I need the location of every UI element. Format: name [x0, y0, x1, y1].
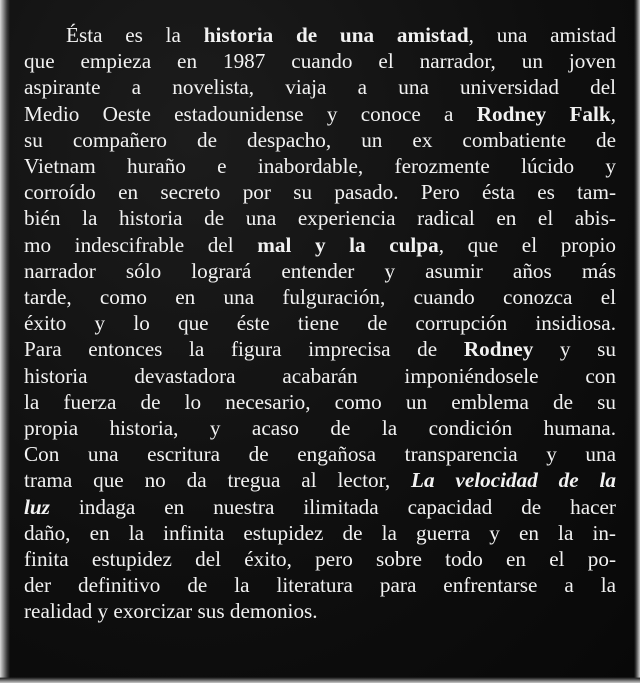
- blurb-line: [24, 336, 616, 362]
- text-segment: Con una escritura de engañosa transparencia y una: [24, 442, 616, 467]
- text-segment: der definitivo de la literatura para enfrentarse a la: [24, 573, 616, 598]
- blurb-line: [24, 572, 616, 598]
- text-segment: realidad y exorcizar sus demonios.: [24, 599, 318, 624]
- text-segment: Medio Oeste estadounidense y conoce a: [24, 101, 477, 126]
- text-segment: narrador sólo logrará entender y asumir años más: [24, 258, 616, 283]
- bold-phrase: Rodney Falk: [476, 101, 611, 126]
- text-segment: indaga en nuestra ilimitada capacidad de hacer: [49, 494, 616, 519]
- book-edge-left: [0, 0, 10, 683]
- text-segment: , una amistad: [468, 23, 616, 47]
- blurb-line: [24, 494, 616, 520]
- text-segment: Para entonces la figura imprecisa de: [24, 337, 464, 362]
- text-segment: historia devastadora acabarán imponiéndosele con: [24, 363, 616, 388]
- text-segment: daño, en la infinita estupidez de la guerra y en la in-: [24, 520, 616, 545]
- text-segment: corroído en secreto por su pasado. Pero ésta es tam-: [24, 180, 616, 205]
- blurb-line: [24, 363, 616, 389]
- text-segment: tarde, como en una fulguración, cuando conozca el: [24, 285, 616, 310]
- blurb-line: [24, 441, 616, 467]
- text-segment: la fuerza de lo necesario, como un emblema de su: [24, 389, 616, 414]
- blurb-line: [24, 101, 616, 127]
- blurb-line: [24, 48, 616, 74]
- blurb-line: [24, 22, 616, 48]
- blurb-line: [24, 284, 616, 310]
- blurb-line: [24, 179, 616, 205]
- text-segment: bién la historia de una experiencia radical en el abis-: [24, 206, 616, 231]
- book-edge-right: [634, 0, 640, 683]
- back-cover-blurb: [24, 22, 616, 625]
- blurb-line: [24, 546, 616, 572]
- blurb-line: [24, 389, 616, 415]
- blurb-line: [24, 205, 616, 231]
- text-segment: finita estupidez del éxito, pero sobre todo en el po-: [24, 547, 616, 572]
- text-segment: y su: [533, 337, 616, 362]
- bold-phrase: mal y la culpa: [257, 232, 439, 257]
- blurb-line: [24, 520, 616, 546]
- text-segment: su compañero de despacho, un ex combatiente de: [24, 127, 616, 152]
- blurb-line: [24, 127, 616, 153]
- blurb-line: [24, 415, 616, 441]
- text-segment: Vietnam huraño e inabordable, ferozmente lúcido y: [24, 154, 616, 179]
- blurb-line: [24, 74, 616, 100]
- text-segment: aspirante a novelista, viaja a una universidad del: [24, 75, 616, 100]
- blurb-line: [24, 598, 616, 624]
- blurb-line: [24, 310, 616, 336]
- blurb-line: [24, 258, 616, 284]
- blurb-line: [24, 153, 616, 179]
- text-segment: éxito y lo que éste tiene de corrupción insidiosa.: [24, 311, 616, 336]
- text-segment: mo indescifrable del: [24, 232, 258, 257]
- text-segment: Ésta es la: [66, 23, 204, 47]
- bold-phrase: historia de una amistad: [203, 23, 469, 47]
- blurb-line: [24, 467, 616, 493]
- text-segment: que empieza en 1987 cuando el narrador, un joven: [24, 49, 616, 74]
- book-edge-bottom: [0, 677, 640, 683]
- italic-title: La velocidad de la: [411, 468, 617, 493]
- blurb-line: [24, 232, 616, 258]
- text-segment: , que el propio: [438, 232, 617, 257]
- text-segment: trama que no da tregua al lector,: [24, 468, 412, 493]
- text-segment: propia historia, y acaso de la condición humana.: [24, 416, 616, 441]
- bold-phrase: Rodney: [463, 337, 534, 362]
- text-segment: ,: [610, 101, 616, 126]
- italic-title: luz: [24, 494, 50, 519]
